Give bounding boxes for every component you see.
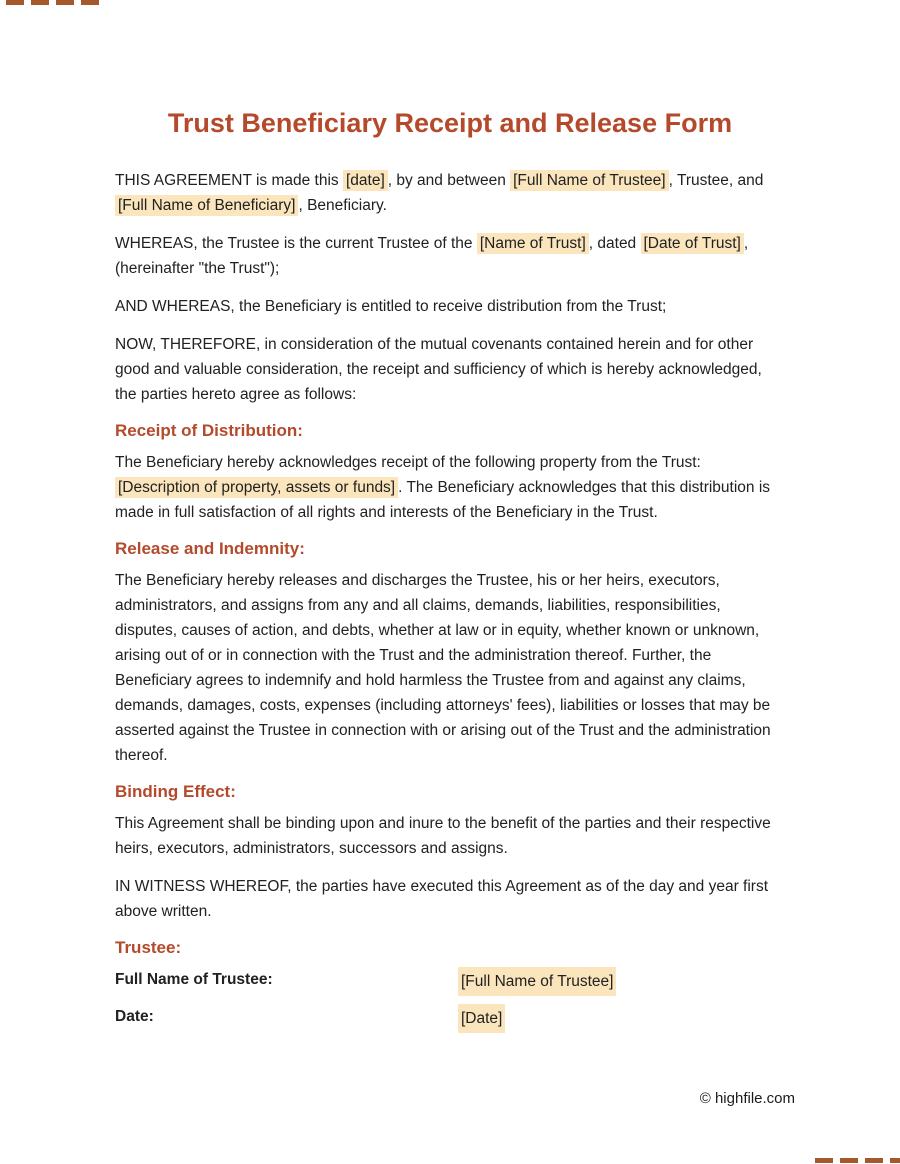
paragraph: IN WITNESS WHEREOF, the parties have executed this Agreement as of the day and year first above written. [115, 878, 769, 920]
section-heading: Trustee: [115, 938, 182, 957]
paragraph: AND WHEREAS, the Beneficiary is entitled to receive distribution from the Trust; [115, 298, 667, 315]
dash-mark [31, 0, 49, 5]
field-row [115, 967, 785, 996]
field-label: Date: [115, 1008, 154, 1025]
section-heading: Release and Indemnity: [115, 539, 305, 558]
paragraph: The Beneficiary hereby acknowledges receipt of the following property from the Trust: [Description of property, assets or funds] . The Beneficiary acknowledges that this distribution is made in full satisfaction of all rights and interests of the Beneficiary in the Trust. [115, 454, 771, 521]
field-label: Full Name of Trustee: [115, 971, 273, 988]
field-value-highlight: [Full Name of Trustee] [458, 967, 616, 996]
dash-mark [6, 0, 24, 5]
placeholder-highlight: [Date of Trust] [641, 233, 744, 254]
dash-mark [890, 1158, 900, 1163]
footer-credit: © highfile.com [699, 1090, 795, 1107]
paragraph: The Beneficiary hereby releases and discharges the Trustee, his or her heirs, executors, administrators, and assigns from any and all claims, demands, liabilities, responsibilities, disputes, causes of action, and debts, whether at law or in equity, whether known or unknown, arising out of or in connection with the Trust and the administration thereof. Further, the Beneficiary agrees to indemnify and hold harmless the Trustee from and against any claims, demands, damages, costs, expenses (including attorneys' fees), liabilities or losses that may be asserted against the Trustee in connection with or arising out of the Trust and the administration thereof. [115, 572, 771, 764]
paragraph: THIS AGREEMENT is made this [date] , by and between [Full Name of Trustee] , Trustee, and [Full Name of Beneficiary] , Beneficiary. [115, 172, 764, 214]
top-left-dashes [6, 0, 99, 5]
dash-mark [840, 1158, 858, 1163]
paragraph: WHEREAS, the Trustee is the current Trustee of the [Name of Trust] , dated [Date of Trust] , (hereinafter "the Trust"); [115, 235, 749, 277]
dash-mark [815, 1158, 833, 1163]
placeholder-highlight: [date] [343, 170, 388, 191]
dash-mark [865, 1158, 883, 1163]
page-title: Trust Beneficiary Receipt and Release Form [167, 108, 733, 138]
dash-mark [81, 0, 99, 5]
section-heading: Binding Effect: [115, 782, 236, 801]
paragraph: This Agreement shall be binding upon and inure to the benefit of the parties and their respective heirs, executors, administrators, successors and assigns. [115, 815, 771, 857]
field-row [115, 1004, 785, 1033]
document-content [115, 104, 785, 1041]
paragraph: NOW, THEREFORE, in consideration of the mutual covenants contained herein and for other good and valuable consideration, the receipt and sufficiency of which is hereby acknowledged, the parties hereto agree as follows: [115, 336, 762, 403]
placeholder-highlight: [Full Name of Beneficiary] [115, 195, 298, 216]
dash-mark [56, 0, 74, 5]
field-value-highlight: [Date] [458, 1004, 505, 1033]
placeholder-highlight: [Name of Trust] [477, 233, 589, 254]
placeholder-highlight: [Description of property, assets or funds] [115, 477, 398, 498]
placeholder-highlight: [Full Name of Trustee] [510, 170, 668, 191]
document-body [115, 168, 785, 1033]
bottom-right-dashes [815, 1158, 900, 1163]
section-heading: Receipt of Distribution: [115, 421, 303, 440]
